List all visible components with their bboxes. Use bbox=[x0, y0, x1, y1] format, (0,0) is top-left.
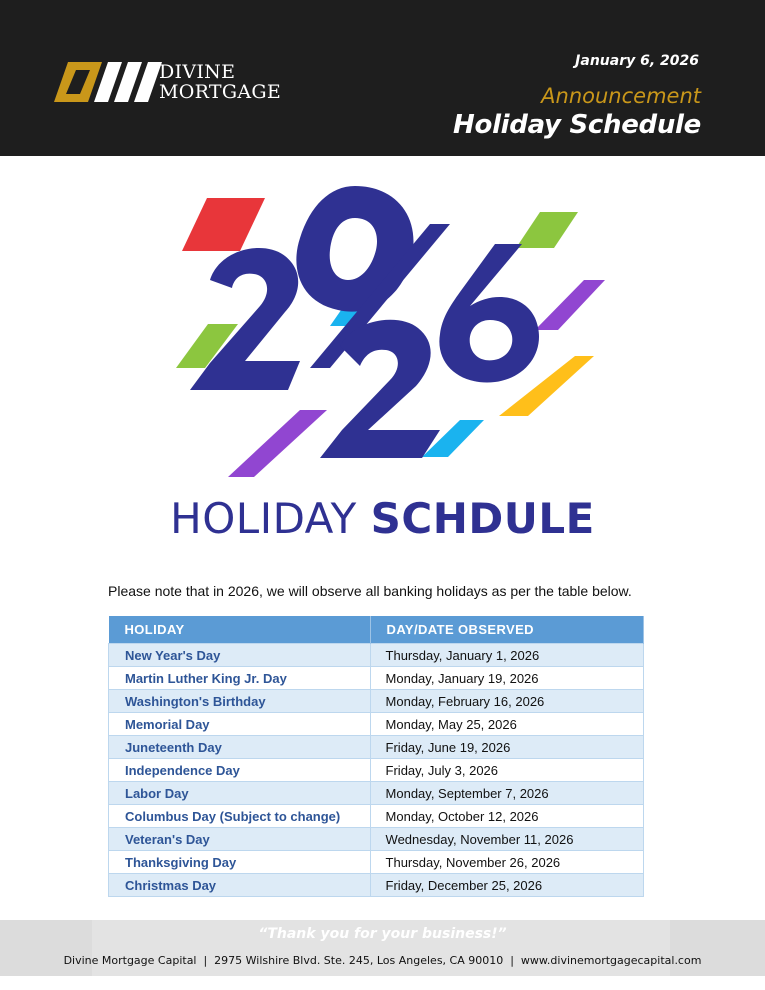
thank-you-message: “Thank you for your business!” bbox=[258, 926, 507, 942]
holiday-date: Friday, December 25, 2026 bbox=[370, 874, 643, 897]
table-header-row bbox=[109, 616, 644, 644]
heading-part-2: SCHDULE bbox=[370, 494, 595, 543]
holiday-name: Veteran's Day bbox=[109, 828, 371, 851]
logo-wordmark bbox=[159, 62, 281, 102]
holiday-name: Independence Day bbox=[109, 759, 371, 782]
holiday-name: New Year's Day bbox=[109, 644, 371, 667]
holiday-date: Monday, February 16, 2026 bbox=[370, 690, 643, 713]
purple-dash-bottom bbox=[228, 410, 327, 477]
column-header-date: DAY/DATE OBSERVED bbox=[370, 616, 643, 644]
red-dash bbox=[182, 198, 265, 251]
table-row bbox=[109, 644, 644, 667]
holiday-date: Wednesday, November 11, 2026 bbox=[370, 828, 643, 851]
holiday-name: Juneteenth Day bbox=[109, 736, 371, 759]
table-row bbox=[109, 759, 644, 782]
holiday-name: Martin Luther King Jr. Day bbox=[109, 667, 371, 690]
intro-paragraph: Please note that in 2026, we will observe all banking holidays as per the table below. bbox=[108, 583, 632, 599]
holiday-date: Monday, May 25, 2026 bbox=[370, 713, 643, 736]
table-row bbox=[109, 736, 644, 759]
holiday-table bbox=[108, 616, 644, 897]
holiday-date: Monday, September 7, 2026 bbox=[370, 782, 643, 805]
table-row bbox=[109, 828, 644, 851]
holiday-name: Columbus Day (Subject to change) bbox=[109, 805, 371, 828]
heading-part-1: HOLIDAY bbox=[170, 494, 357, 543]
holiday-name: Thanksgiving Day bbox=[109, 851, 371, 874]
green-dash-top bbox=[516, 212, 578, 248]
holiday-name: Christmas Day bbox=[109, 874, 371, 897]
holiday-date: Friday, July 3, 2026 bbox=[370, 759, 643, 782]
table-row bbox=[109, 874, 644, 897]
logo-line-2: MORTGAGE bbox=[159, 81, 282, 103]
logo-line-1: DIVINE bbox=[159, 61, 236, 83]
holiday-name: Washington's Birthday bbox=[109, 690, 371, 713]
announcement-label: Announcement bbox=[541, 84, 701, 108]
holiday-date: Monday, October 12, 2026 bbox=[370, 805, 643, 828]
holiday-name: Labor Day bbox=[109, 782, 371, 805]
table-row bbox=[109, 690, 644, 713]
table-row bbox=[109, 851, 644, 874]
table-row bbox=[109, 713, 644, 736]
holiday-date: Thursday, November 26, 2026 bbox=[370, 851, 643, 874]
holiday-date: Thursday, January 1, 2026 bbox=[370, 644, 643, 667]
table-row bbox=[109, 782, 644, 805]
table-row bbox=[109, 805, 644, 828]
announcement-title: Holiday Schedule bbox=[453, 110, 701, 140]
purple-dash-right bbox=[535, 280, 605, 330]
holiday-date: Monday, January 19, 2026 bbox=[370, 667, 643, 690]
table-row bbox=[109, 667, 644, 690]
digit-0 bbox=[296, 186, 413, 312]
digit-2-left bbox=[190, 248, 300, 390]
announcement-date: January 6, 2026 bbox=[575, 53, 699, 69]
holiday-schedule-heading bbox=[0, 494, 765, 543]
holiday-name: Memorial Day bbox=[109, 713, 371, 736]
digit-6 bbox=[439, 244, 539, 382]
column-header-holiday: HOLIDAY bbox=[109, 616, 371, 644]
holiday-date: Friday, June 19, 2026 bbox=[370, 736, 643, 759]
company-address: Divine Mortgage Capital | 2975 Wilshire Blvd. Ste. 245, Los Angeles, CA 90010 | www.divinemortgagecapital.com bbox=[63, 954, 702, 967]
year-2026-graphic bbox=[150, 178, 620, 488]
